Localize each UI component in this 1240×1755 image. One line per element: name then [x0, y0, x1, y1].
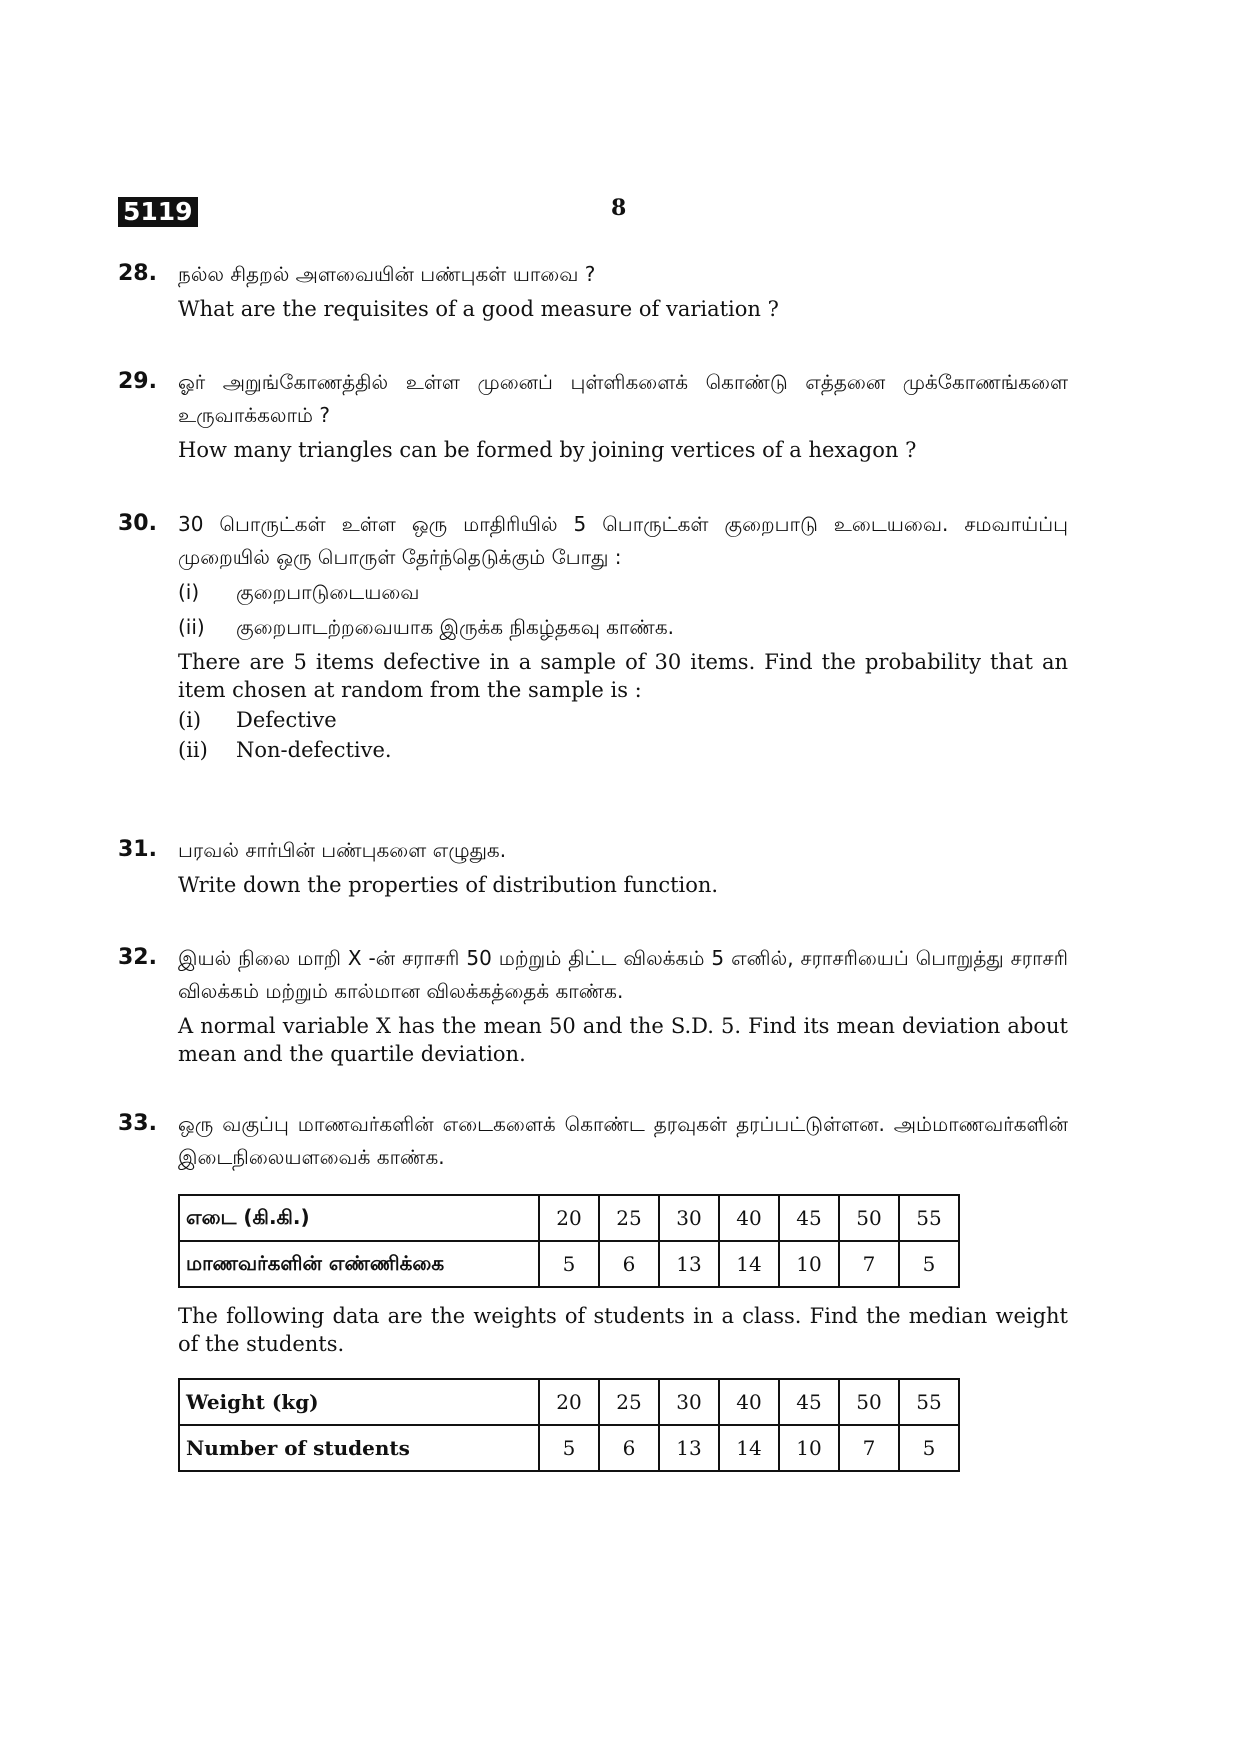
subpart-text: Defective [236, 708, 337, 732]
table-cell: 20 [539, 1195, 599, 1241]
question-tamil: இயல் நிலை மாறி X -ன் சராசரி 50 மற்றும் திட்ட விலக்கம் 5 எனில், சராசரியைப் பொறுத்து சராசரி விலக்கம் மற்றும் கால்மான விலக்கத்தைக் காண்க. [178, 946, 1068, 1003]
table-cell: 45 [779, 1379, 839, 1425]
table-cell: 50 [839, 1195, 899, 1241]
table-cell: 30 [659, 1379, 719, 1425]
table-cell: 20 [539, 1379, 599, 1425]
paper-code: 5119 [118, 197, 198, 227]
table-cell: 50 [839, 1379, 899, 1425]
subpart-label: (i) [178, 580, 200, 604]
question-tamil: பரவல் சார்பின் பண்புகளை எழுதுக. [178, 838, 507, 862]
subpart-label: (i) [178, 708, 202, 732]
question-number: 32. [118, 945, 157, 970]
table-row [179, 1425, 959, 1471]
question-28 [118, 258, 1068, 323]
question-number: 33. [118, 1111, 157, 1136]
table-cell: 55 [899, 1195, 959, 1241]
table-cell: 25 [599, 1379, 659, 1425]
question-english: There are 5 items defective in a sample of 30 items. Find the probability that an item chosen at random from the sample is : [178, 650, 1068, 702]
table-cell: 40 [719, 1195, 779, 1241]
question-32 [118, 942, 1068, 1068]
table-cell: 55 [899, 1379, 959, 1425]
question-number: 28. [118, 261, 157, 286]
table-cell: 30 [659, 1195, 719, 1241]
table-cell: 5 [539, 1425, 599, 1471]
tamil-subpart [178, 576, 1068, 609]
page-number: 8 [611, 195, 627, 221]
table-cell: 10 [779, 1241, 839, 1287]
table-cell: 7 [839, 1241, 899, 1287]
row-label: எடை (கி.கி.) [179, 1195, 539, 1241]
table-cell: 40 [719, 1379, 779, 1425]
table-cell: 6 [599, 1425, 659, 1471]
question-tamil: 30 பொருட்கள் உள்ள ஒரு மாதிரியில் 5 பொருட்கள் குறைபாடு உடையவை. சமவாய்ப்பு முறையில் ஒரு பொருள் தேர்ந்தெடுக்கும் போது : [178, 512, 1068, 569]
question-31 [118, 834, 1068, 899]
row-label: மாணவர்களின் எண்ணிக்கை [179, 1241, 539, 1287]
question-english: What are the requisites of a good measure of variation ? [178, 297, 779, 321]
weights-table-english [178, 1378, 960, 1472]
subpart-label: (ii) [178, 738, 208, 762]
question-english: A normal variable X has the mean 50 and the S.D. 5. Find its mean deviation about mean and the quartile deviation. [178, 1014, 1068, 1066]
question-english: Write down the properties of distribution function. [178, 873, 719, 897]
question-29 [118, 366, 1068, 464]
question-tamil: நல்ல சிதறல் அளவையின் பண்புகள் யாவை ? [178, 262, 596, 286]
subpart-text: Non-defective. [236, 738, 392, 762]
table-cell: 25 [599, 1195, 659, 1241]
table-cell: 5 [899, 1425, 959, 1471]
row-label: Weight (kg) [179, 1379, 539, 1425]
table-cell: 14 [719, 1241, 779, 1287]
english-subpart [178, 706, 1068, 734]
table-cell: 13 [659, 1425, 719, 1471]
table-cell: 5 [539, 1241, 599, 1287]
question-number: 31. [118, 837, 157, 862]
subpart-text: குறைபாடற்றவையாக இருக்க நிகழ்தகவு காண்க. [236, 615, 675, 639]
table-cell: 5 [899, 1241, 959, 1287]
english-subpart [178, 736, 1068, 764]
row-label: Number of students [179, 1425, 539, 1471]
question-english: How many triangles can be formed by joining vertices of a hexagon ? [178, 438, 917, 462]
question-tamil: ஒரு வகுப்பு மாணவர்களின் எடைகளைக் கொண்ட தரவுகள் தரப்பட்டுள்ளன. அம்மாணவர்களின் இடைநிலையளவைக் காண்க. [178, 1112, 1068, 1169]
question-30 [118, 508, 1068, 764]
subpart-label: (ii) [178, 615, 205, 639]
table-cell: 10 [779, 1425, 839, 1471]
table-cell: 14 [719, 1425, 779, 1471]
table-cell: 6 [599, 1241, 659, 1287]
question-number: 30. [118, 511, 157, 536]
table-cell: 45 [779, 1195, 839, 1241]
tamil-subpart [178, 611, 1068, 644]
table-row [179, 1241, 959, 1287]
question-33 [118, 1108, 1068, 1472]
question-tamil: ஓர் அறுங்கோணத்தில் உள்ள முனைப் புள்ளிகளைக் கொண்டு எத்தனை முக்கோணங்களை உருவாக்கலாம் ? [178, 370, 1068, 427]
table-cell: 7 [839, 1425, 899, 1471]
question-english: The following data are the weights of students in a class. Find the median weight of the students. [178, 1304, 1068, 1356]
question-number: 29. [118, 369, 157, 394]
table-cell: 13 [659, 1241, 719, 1287]
weights-table-tamil [178, 1194, 960, 1288]
table-row [179, 1195, 959, 1241]
table-row [179, 1379, 959, 1425]
subpart-text: குறைபாடுடையவை [236, 580, 420, 604]
